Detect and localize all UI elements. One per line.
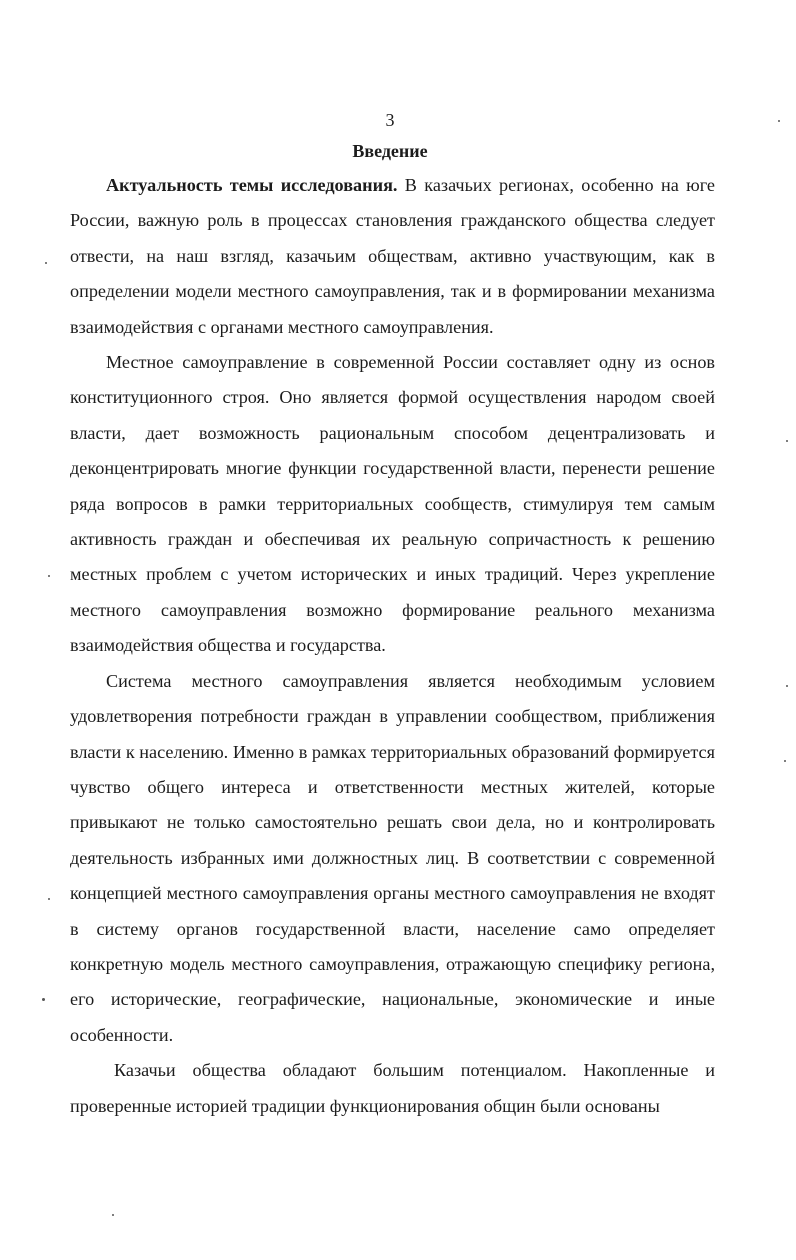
section-heading: Введение — [352, 141, 428, 161]
scan-speck — [786, 440, 788, 442]
scan-speck — [48, 575, 50, 577]
scan-speck — [778, 120, 780, 122]
page-number: 3 — [385, 110, 395, 130]
body-text — [70, 168, 715, 1124]
scan-speck — [48, 898, 50, 900]
paragraph-lead: Актуальность темы исследования. — [106, 175, 398, 195]
paragraph-system — [70, 664, 715, 1053]
scan-speck — [112, 1214, 114, 1216]
paragraph-text: В казачьих регионах, особенно на юге России, важную роль в процессах становления гражданского общества следует отвести, на наш взгляд, казачьим обществам, активно участвующим, как в определении модели местного самоуправления, так и в формировании механизма взаимодействия с органами местного самоуправления. — [70, 175, 715, 337]
paragraph-cossack-societies — [70, 1053, 715, 1124]
paragraph-local-government — [70, 345, 715, 664]
paragraph-text: Система местного самоуправления является необходимым условием удовлетворения потребности граждан в управлении сообществом, приближения власти к населению. Именно в рамках территориальных образований формируется чувство общего интереса и ответственности местных жителей, которые привыкают не только самостоятельно решать свои дела, но и контролировать деятельность избранных ими должностных лиц. В соответствии с современной концепцией местного самоуправления органы местного самоуправления не входят в систему органов государственной власти, население само определяет конкретную модель местного самоуправления, отражающую специфику региона, его исторические, географические, национальные, экономические и иные особенности. — [70, 670, 715, 1045]
scan-speck — [45, 262, 47, 264]
paragraph-text: Казачьи общества обладают большим потенциалом. Накопленные и проверенные историей традиции функционирования общин были основаны — [70, 1060, 715, 1116]
scan-speck — [42, 998, 45, 1001]
paragraph-text: Местное самоуправление в современной России составляет одну из основ конституционного строя. Оно является формой осуществления народом своей власти, дает возможность рациональным способом децентрализовать и деконцентрировать многие функции государственной власти, перенести решение ряда вопросов в рамки территориальных сообществ, стимулируя тем самым активность граждан и обеспечивая их реальную сопричастность к решению местных проблем с учетом исторических и иных традиций. Через укрепление местного самоуправления возможно формирование реального механизма взаимодействия общества и государства. — [70, 352, 715, 656]
paragraph-relevance — [70, 168, 715, 345]
scan-speck — [784, 760, 786, 762]
scan-speck — [786, 685, 788, 687]
